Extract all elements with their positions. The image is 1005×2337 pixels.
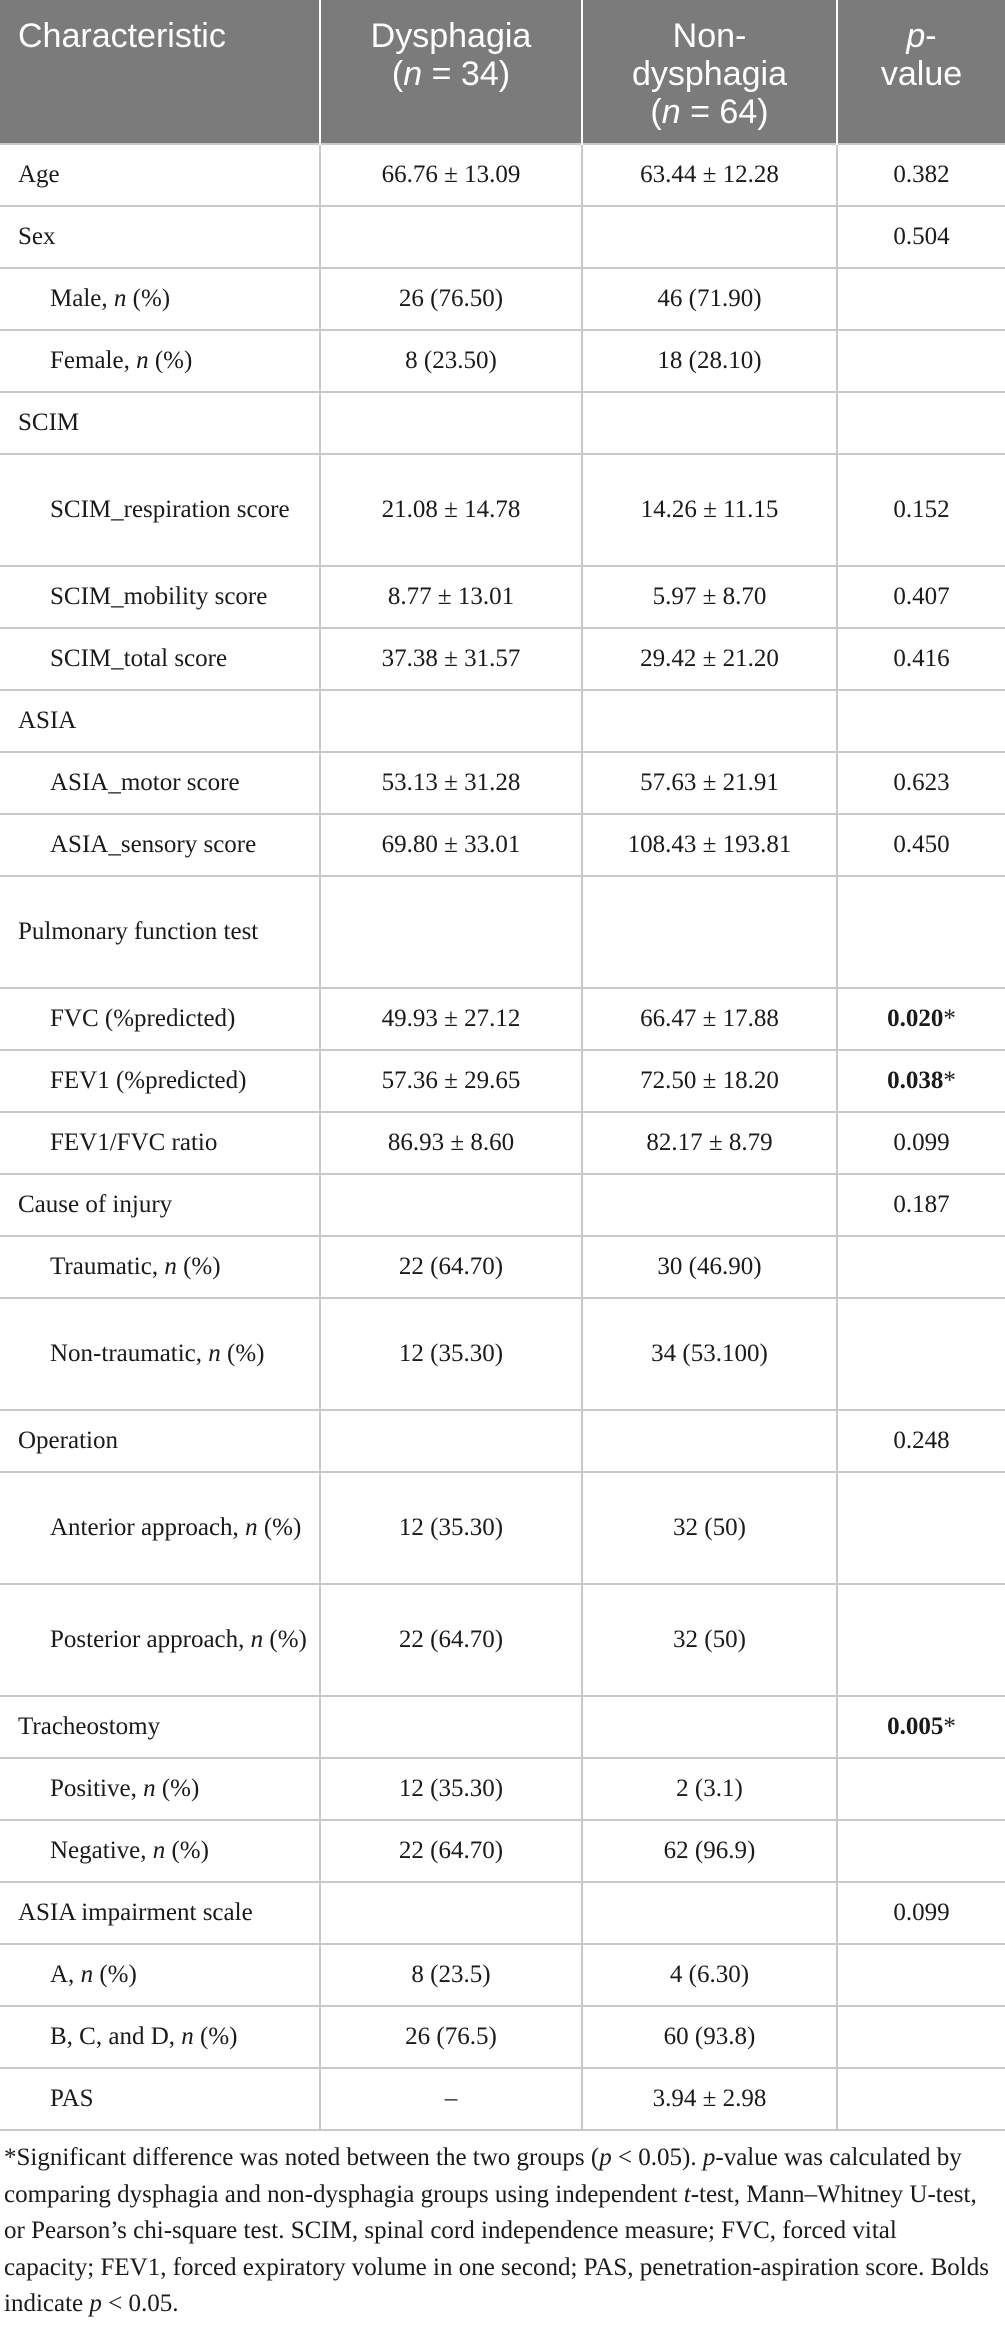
p-value xyxy=(837,1758,1005,1820)
header-p-dash: - xyxy=(925,17,937,55)
row-label xyxy=(0,1050,320,1112)
row-label-text: Sex xyxy=(18,223,56,251)
table-footnote xyxy=(0,2140,999,2323)
table-body xyxy=(0,144,1005,2130)
nondysphagia-value: 34 (53.100) xyxy=(582,1298,837,1410)
p-value xyxy=(837,1298,1005,1410)
table-row xyxy=(0,1944,1005,2006)
footnote-part-e: < 0.05. xyxy=(101,2290,179,2317)
table-row xyxy=(0,1882,1005,1944)
row-label-italic-n: n xyxy=(164,1253,177,1281)
nondysphagia-value: 29.42 ± 21.20 xyxy=(582,628,837,690)
header-nondysphagia: Non- dysphagia (n = 64) xyxy=(582,0,837,144)
row-label xyxy=(0,1112,320,1174)
nondysphagia-value: 72.50 ± 18.20 xyxy=(582,1050,837,1112)
nondysphagia-value: 32 (50) xyxy=(582,1472,837,1584)
dysphagia-value: 22 (64.70) xyxy=(320,1236,582,1298)
table-row xyxy=(0,144,1005,206)
p-value xyxy=(837,1236,1005,1298)
table-row xyxy=(0,566,1005,628)
table-row xyxy=(0,2068,1005,2130)
header-characteristic xyxy=(0,0,320,144)
row-label-text: B, C, and D, xyxy=(50,2023,182,2051)
nondysphagia-value xyxy=(582,1410,837,1472)
nondysphagia-value: 30 (46.90) xyxy=(582,1236,837,1298)
table-row xyxy=(0,1236,1005,1298)
footnote-part-c: -value was calculated by comparing dysphagia and non-dysphagia groups using independent xyxy=(4,2144,962,2208)
row-label xyxy=(0,206,320,268)
header-pvalue xyxy=(837,0,1005,144)
row-label xyxy=(0,1944,320,2006)
footnote-italic-t: t xyxy=(683,2180,691,2208)
row-label xyxy=(0,330,320,392)
dysphagia-value: 53.13 ± 31.28 xyxy=(320,752,582,814)
row-label-suffix: (%) xyxy=(176,1253,221,1281)
row-label-text: Negative, xyxy=(50,1837,153,1865)
nondysphagia-value xyxy=(582,690,837,752)
p-value-significant: 0.038 xyxy=(887,1067,944,1095)
table-row xyxy=(0,206,1005,268)
dysphagia-value xyxy=(320,876,582,988)
dysphagia-value: 49.93 ± 27.12 xyxy=(320,988,582,1050)
row-label-text: Traumatic, xyxy=(50,1253,165,1281)
row-label xyxy=(0,1696,320,1758)
nondysphagia-value: 46 (71.90) xyxy=(582,268,837,330)
row-label-suffix: (%) xyxy=(148,347,193,375)
p-value xyxy=(837,2006,1005,2068)
p-value: 0.099 xyxy=(837,1882,1005,1944)
nondysphagia-value: 82.17 ± 8.79 xyxy=(582,1112,837,1174)
row-label-text: Age xyxy=(18,161,60,189)
significance-asterisk: * xyxy=(943,1005,956,1033)
row-label-suffix: (%) xyxy=(220,1340,265,1368)
table-row xyxy=(0,454,1005,566)
dysphagia-value xyxy=(320,392,582,454)
row-label-text: Anterior approach, xyxy=(50,1514,246,1542)
header-row xyxy=(0,0,1005,144)
p-value: 0.187 xyxy=(837,1174,1005,1236)
p-value xyxy=(837,268,1005,330)
table-row xyxy=(0,1584,1005,1696)
table-row xyxy=(0,690,1005,752)
row-label xyxy=(0,566,320,628)
row-label-text: FEV1 (%predicted) xyxy=(50,1067,247,1095)
table-row xyxy=(0,1758,1005,1820)
row-label-text: Tracheostomy xyxy=(18,1713,161,1741)
row-label xyxy=(0,2068,320,2130)
row-label xyxy=(0,628,320,690)
dysphagia-value: 22 (64.70) xyxy=(320,1820,582,1882)
nondysphagia-value: 5.97 ± 8.70 xyxy=(582,566,837,628)
footnote-italic-p1: p xyxy=(599,2144,612,2171)
row-label-text: SCIM_total score xyxy=(50,645,228,673)
row-label-text: FVC (%predicted) xyxy=(50,1005,236,1033)
row-label-italic-n: n xyxy=(136,347,149,375)
dysphagia-value: 21.08 ± 14.78 xyxy=(320,454,582,566)
dysphagia-value: 69.80 ± 33.01 xyxy=(320,814,582,876)
nondysphagia-value: 60 (93.8) xyxy=(582,2006,837,2068)
table-header xyxy=(0,0,1005,144)
nondysphagia-value: 57.63 ± 21.91 xyxy=(582,752,837,814)
row-label xyxy=(0,144,320,206)
dysphagia-value xyxy=(320,1696,582,1758)
dysphagia-value: 8 (23.5) xyxy=(320,1944,582,2006)
row-label-text: ASIA_sensory score xyxy=(50,831,257,859)
table-row xyxy=(0,2006,1005,2068)
row-label-text: SCIM_respiration score xyxy=(50,496,290,524)
row-label-suffix: (%) xyxy=(93,1961,137,1989)
row-label-text: ASIA impairment scale xyxy=(18,1899,253,1927)
p-value xyxy=(837,2068,1005,2130)
table-row xyxy=(0,1174,1005,1236)
p-value xyxy=(837,392,1005,454)
nondysphagia-value: 3.94 ± 2.98 xyxy=(582,2068,837,2130)
row-label-text: Non-traumatic, xyxy=(50,1340,209,1368)
p-value xyxy=(837,1472,1005,1584)
row-label xyxy=(0,876,320,988)
row-label-text: Posterior approach, xyxy=(50,1626,251,1654)
row-label xyxy=(0,392,320,454)
row-label xyxy=(0,2006,320,2068)
dysphagia-value: 26 (76.5) xyxy=(320,2006,582,2068)
header-nondysphagia-count: = 64) xyxy=(680,93,769,132)
row-label-text: A, xyxy=(50,1961,81,1989)
nondysphagia-value xyxy=(582,1882,837,1944)
row-label-suffix: (%) xyxy=(155,1775,200,1803)
p-value xyxy=(837,1584,1005,1696)
row-label xyxy=(0,690,320,752)
nondysphagia-value: 2 (3.1) xyxy=(582,1758,837,1820)
row-label-text: Operation xyxy=(18,1427,118,1455)
row-label xyxy=(0,1758,320,1820)
p-value xyxy=(837,876,1005,988)
dysphagia-value xyxy=(320,1882,582,1944)
row-label-suffix: (%) xyxy=(193,2023,238,2051)
nondysphagia-value xyxy=(582,1174,837,1236)
dysphagia-value xyxy=(320,690,582,752)
p-value: 0.407 xyxy=(837,566,1005,628)
row-label xyxy=(0,988,320,1050)
dysphagia-value: 66.76 ± 13.09 xyxy=(320,144,582,206)
row-label xyxy=(0,1174,320,1236)
row-label-italic-n: n xyxy=(245,1514,258,1542)
dysphagia-value: 22 (64.70) xyxy=(320,1584,582,1696)
row-label-italic-n: n xyxy=(80,1961,94,1989)
significance-asterisk: * xyxy=(943,1713,956,1741)
dysphagia-value: 26 (76.50) xyxy=(320,268,582,330)
row-label xyxy=(0,752,320,814)
dysphagia-value: 8 (23.50) xyxy=(320,330,582,392)
p-value: 0.152 xyxy=(837,454,1005,566)
table-row xyxy=(0,268,1005,330)
dysphagia-value: 37.38 ± 31.57 xyxy=(320,628,582,690)
header-p-value-word: value xyxy=(880,55,963,94)
dysphagia-value xyxy=(320,1174,582,1236)
table-row xyxy=(0,814,1005,876)
nondysphagia-value: 66.47 ± 17.88 xyxy=(582,988,837,1050)
nondysphagia-value: 14.26 ± 11.15 xyxy=(582,454,837,566)
row-label xyxy=(0,814,320,876)
row-label xyxy=(0,454,320,566)
p-value: 0.450 xyxy=(837,814,1005,876)
dysphagia-value: 57.36 ± 29.65 xyxy=(320,1050,582,1112)
nondysphagia-value: 4 (6.30) xyxy=(582,1944,837,2006)
row-label-text: Pulmonary function test xyxy=(18,918,259,946)
header-nondysphagia-label1: Non- xyxy=(672,17,747,55)
header-p-italic: p xyxy=(906,17,926,55)
dysphagia-value: 86.93 ± 8.60 xyxy=(320,1112,582,1174)
row-label-italic-n: n xyxy=(152,1837,166,1865)
table-row xyxy=(0,876,1005,988)
p-value xyxy=(837,1696,1005,1758)
footnote-part-b: < 0.05). xyxy=(611,2144,703,2171)
dysphagia-value: 12 (35.30) xyxy=(320,1758,582,1820)
dysphagia-value: 12 (35.30) xyxy=(320,1472,582,1584)
table-row xyxy=(0,628,1005,690)
row-label-text: SCIM_mobility score xyxy=(50,583,268,611)
header-dysphagia-count: = 34) xyxy=(422,55,511,94)
p-value xyxy=(837,1820,1005,1882)
row-label xyxy=(0,1472,320,1584)
p-value xyxy=(837,690,1005,752)
row-label-suffix: (%) xyxy=(257,1514,302,1542)
nondysphagia-value xyxy=(582,1696,837,1758)
row-label xyxy=(0,1410,320,1472)
table-row xyxy=(0,1410,1005,1472)
table-row xyxy=(0,1820,1005,1882)
p-value xyxy=(837,1944,1005,2006)
row-label xyxy=(0,268,320,330)
p-value: 0.623 xyxy=(837,752,1005,814)
nondysphagia-value xyxy=(582,876,837,988)
p-value: 0.416 xyxy=(837,628,1005,690)
header-nondysphagia-n: n xyxy=(661,93,681,132)
nondysphagia-value xyxy=(582,206,837,268)
dysphagia-value: 12 (35.30) xyxy=(320,1298,582,1410)
row-label-text: FEV1/FVC ratio xyxy=(50,1129,218,1157)
nondysphagia-value: 18 (28.10) xyxy=(582,330,837,392)
p-value xyxy=(837,330,1005,392)
p-value xyxy=(837,1050,1005,1112)
row-label-suffix: (%) xyxy=(126,285,171,313)
row-label-text: ASIA xyxy=(18,707,77,735)
table-row xyxy=(0,1050,1005,1112)
table-row xyxy=(0,988,1005,1050)
row-label-italic-n: n xyxy=(181,2023,194,2051)
p-value-significant: 0.005 xyxy=(887,1713,944,1741)
header-characteristic-text: Characteristic xyxy=(18,17,226,55)
row-label-italic-n: n xyxy=(250,1626,264,1654)
row-label xyxy=(0,1298,320,1410)
p-value: 0.504 xyxy=(837,206,1005,268)
row-label xyxy=(0,1882,320,1944)
header-dysphagia-n: n xyxy=(403,55,423,94)
row-label-italic-n: n xyxy=(208,1340,221,1368)
row-label xyxy=(0,1820,320,1882)
p-value: 0.248 xyxy=(837,1410,1005,1472)
table-row xyxy=(0,1112,1005,1174)
p-value xyxy=(837,988,1005,1050)
dysphagia-value xyxy=(320,1410,582,1472)
table-row xyxy=(0,752,1005,814)
footnote-italic-p2: p xyxy=(702,2144,716,2171)
p-value: 0.099 xyxy=(837,1112,1005,1174)
significance-asterisk: * xyxy=(943,1067,956,1095)
nondysphagia-value: 63.44 ± 12.28 xyxy=(582,144,837,206)
table-row xyxy=(0,392,1005,454)
nondysphagia-value: 32 (50) xyxy=(582,1584,837,1696)
table-row xyxy=(0,1298,1005,1410)
row-label-text: Female, xyxy=(50,347,137,375)
row-label-suffix: (%) xyxy=(263,1626,307,1654)
dysphagia-value xyxy=(320,206,582,268)
row-label-text: ASIA_motor score xyxy=(50,769,240,797)
row-label-italic-n: n xyxy=(143,1775,156,1803)
row-label-italic-n: n xyxy=(113,285,127,313)
header-dysphagia: Dysphagia (n = 34) xyxy=(320,0,582,144)
row-label-text: Male, xyxy=(50,285,114,313)
header-dysphagia-label: Dysphagia xyxy=(370,17,532,55)
row-label-text: PAS xyxy=(50,2085,94,2113)
row-label-text: Positive, xyxy=(50,1775,144,1803)
p-value-significant: 0.020 xyxy=(887,1005,944,1033)
row-label xyxy=(0,1236,320,1298)
row-label-text: Cause of injury xyxy=(18,1191,173,1219)
header-nondysphagia-label2: dysphagia xyxy=(631,55,787,94)
footnote-italic-p3: p xyxy=(89,2290,102,2317)
table-row xyxy=(0,330,1005,392)
dysphagia-value: 8.77 ± 13.01 xyxy=(320,566,582,628)
table-row xyxy=(0,1696,1005,1758)
nondysphagia-value xyxy=(582,392,837,454)
dysphagia-value: – xyxy=(320,2068,582,2130)
footnote-part-a: *Significant difference was noted between the two groups ( xyxy=(4,2144,600,2171)
row-label-suffix: (%) xyxy=(165,1837,209,1865)
row-label xyxy=(0,1584,320,1696)
row-label-text: SCIM xyxy=(18,409,80,437)
table-row xyxy=(0,1472,1005,1584)
p-value: 0.382 xyxy=(837,144,1005,206)
nondysphagia-value: 108.43 ± 193.81 xyxy=(582,814,837,876)
nondysphagia-value: 62 (96.9) xyxy=(582,1820,837,1882)
footnote-part-d: -test, Mann–Whitney U-test, or Pearson’s chi-square test. SCIM, spinal cord independence measure; FVC, forced vital capacity; FEV1, forced expiratory volume in one second; PAS, penetration-aspiration score. Bolds indicate xyxy=(4,2180,989,2317)
